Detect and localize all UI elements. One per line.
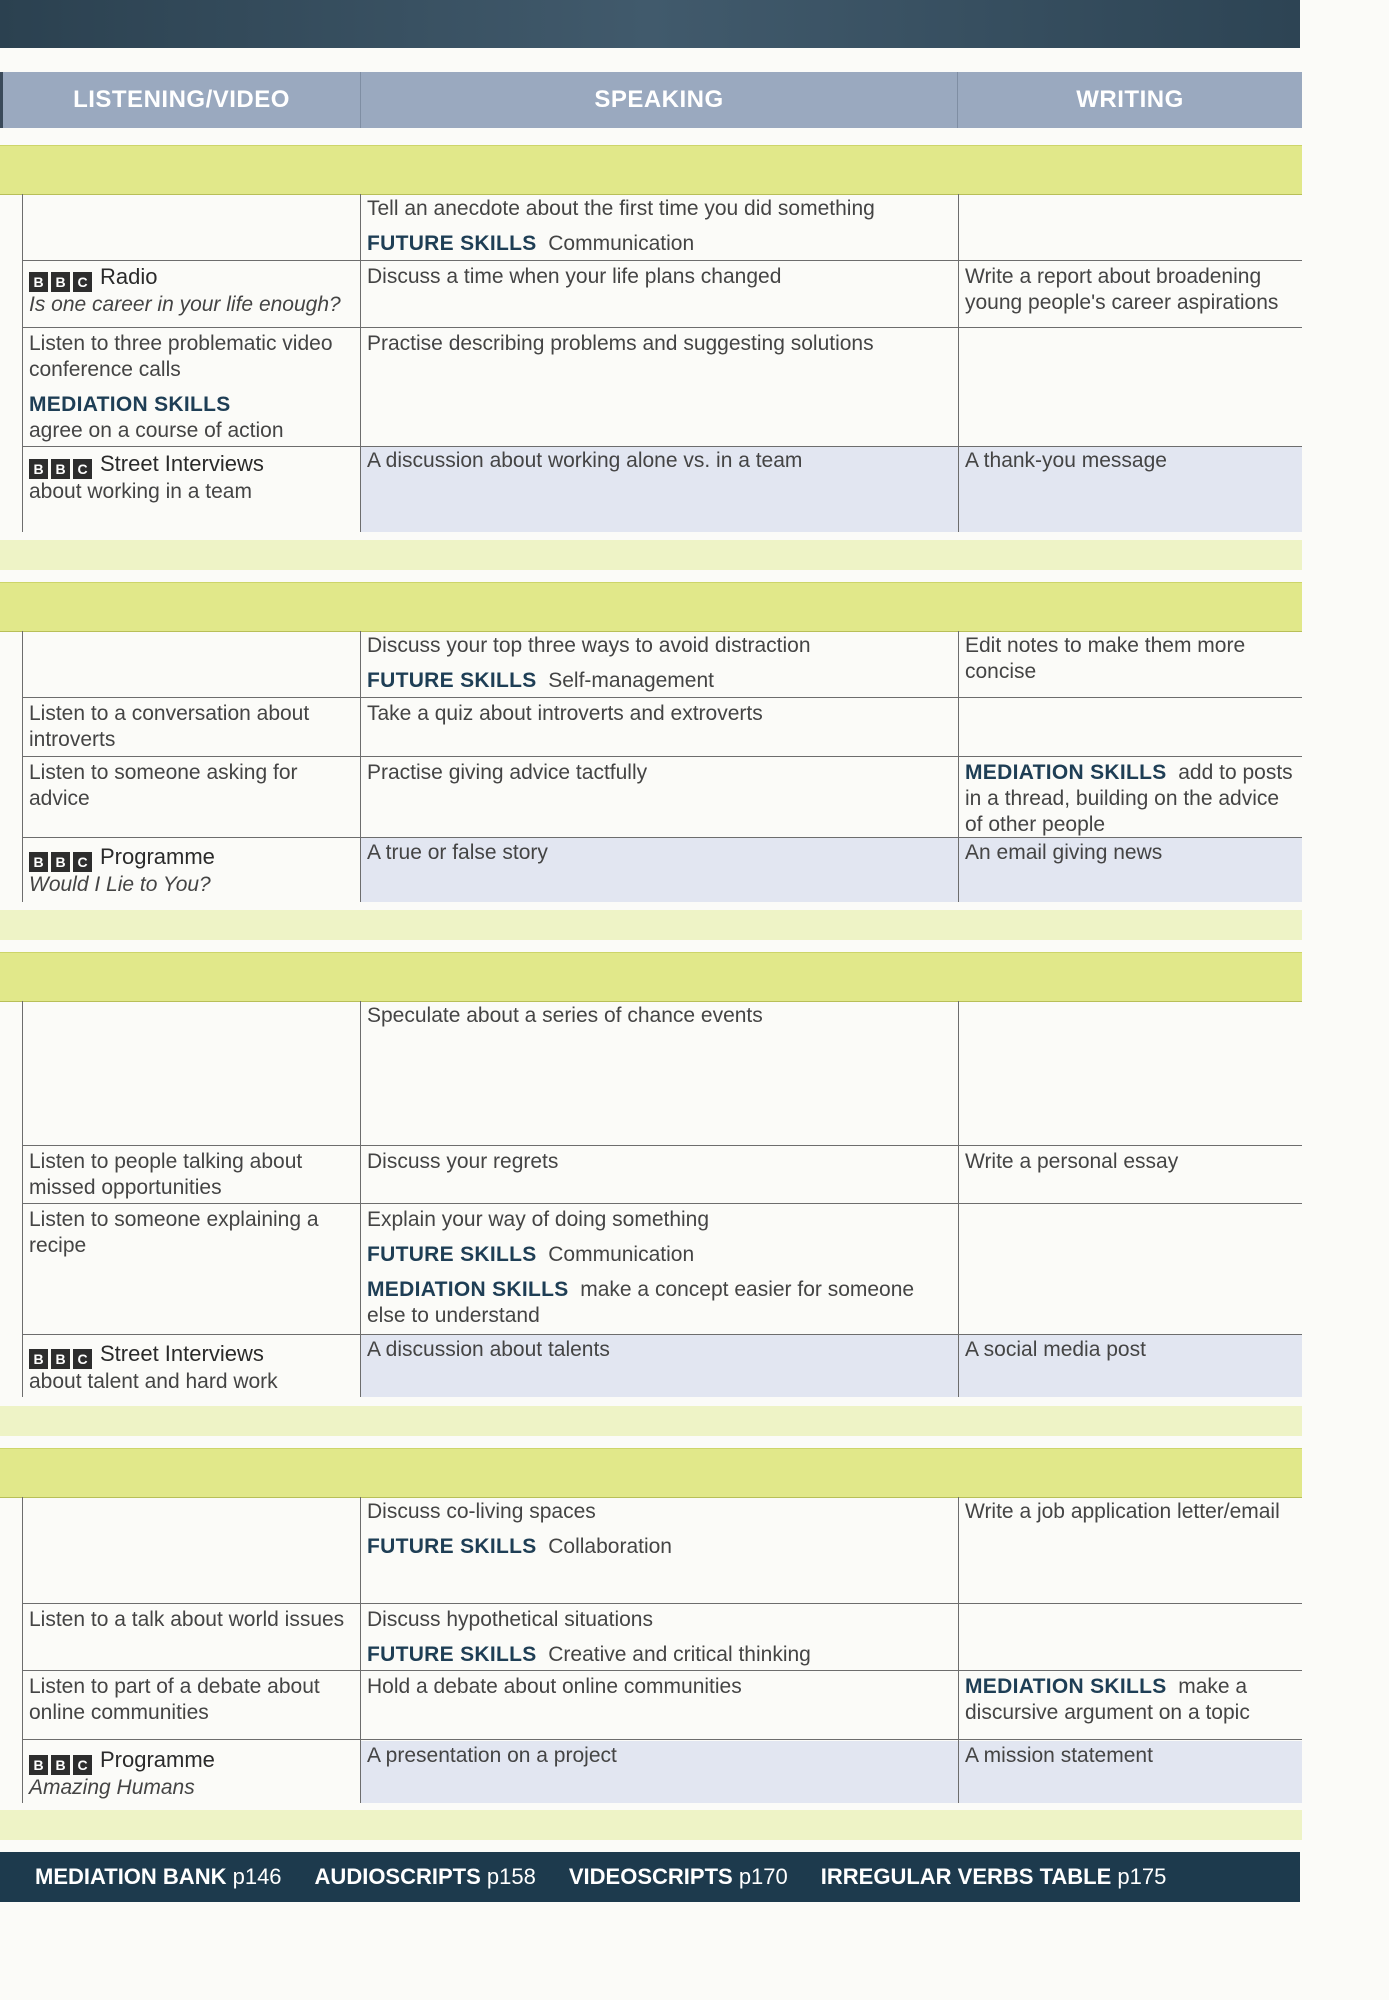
u3-r2-writing: Write a personal essay — [965, 1150, 1179, 1173]
col-line — [22, 631, 23, 902]
u2-r2-speaking: Take a quiz about introverts and extroverts — [367, 702, 763, 725]
u4-r4-speaking: A presentation on a project — [367, 1744, 617, 1767]
footer-link-videoscripts[interactable]: VIDEOSCRIPTS p170 — [568, 1864, 788, 1889]
bbc-subtitle: Is one career in your life enough? — [29, 293, 341, 316]
u1-r3-listening — [22, 329, 360, 445]
u3-r2-speaking: Discuss your regrets — [367, 1150, 559, 1173]
future-skills-label: FUTURE SKILLS — [367, 1535, 537, 1558]
col-line — [22, 1497, 23, 1803]
speaking-text: Discuss co-living spaces — [367, 1500, 596, 1523]
mediation-skills-label: MEDIATION SKILLS — [965, 1675, 1167, 1698]
unit-divider-band — [0, 910, 1302, 940]
col-line — [360, 1497, 361, 1803]
row-line — [22, 1145, 1302, 1146]
bbc-logo-icon: B B C — [29, 459, 92, 479]
bbc-title: Street Interviews — [100, 451, 264, 476]
unit-band — [0, 952, 1302, 1002]
col-line — [360, 631, 361, 902]
u3-r1-speaking: Speculate about a series of chance events — [367, 1004, 763, 1027]
u1-r4-speaking: A discussion about working alone vs. in a team — [367, 449, 803, 472]
u3-r4-listening — [22, 1339, 360, 1397]
unit-divider-band — [0, 1406, 1302, 1436]
row-line — [22, 1203, 1302, 1204]
header-divider — [360, 72, 361, 128]
row-line — [22, 756, 1302, 757]
listening-text: Listen to three problematic video conference calls — [29, 332, 333, 381]
future-skills-label: FUTURE SKILLS — [367, 1243, 537, 1266]
col-line — [360, 1001, 361, 1397]
header-speaking: SPEAKING — [361, 72, 957, 128]
u1-r2-speaking: Discuss a time when your life plans changed — [367, 265, 782, 288]
mediation-skills-label: MEDIATION SKILLS — [367, 1278, 569, 1301]
bbc-logo-icon: B B C — [29, 1755, 92, 1775]
mediation-skills-value: agree on a course of action — [29, 419, 284, 442]
row-line — [22, 837, 1302, 838]
u2-r3-listening: Listen to someone asking for advice — [29, 761, 298, 810]
bbc-title: Programme — [100, 844, 215, 869]
future-skills-label: FUTURE SKILLS — [367, 669, 537, 692]
mediation-skills-label: MEDIATION SKILLS — [29, 393, 231, 416]
row-line — [22, 1603, 1302, 1604]
u2-r1-writing: Edit notes to make them more concise — [965, 634, 1246, 683]
u3-r3-listening: Listen to someone explaining a recipe — [29, 1208, 319, 1257]
col-line — [360, 194, 361, 532]
future-skills-value: Creative and critical thinking — [548, 1643, 811, 1666]
header-listening: LISTENING/VIDEO — [0, 72, 360, 128]
u1-r2-listening — [22, 262, 360, 326]
u2-r2-listening: Listen to a conversation about introverts — [29, 702, 310, 751]
header-writing: WRITING — [958, 72, 1302, 128]
u2-r3-writing — [958, 758, 1302, 836]
mediation-skills-value: add to posts in a thread, building on the advice of other people — [965, 761, 1293, 836]
bbc-title: Street Interviews — [100, 1341, 264, 1366]
unit-band — [0, 145, 1302, 195]
u3-r4-speaking: A discussion about talents — [367, 1338, 610, 1361]
unit-band — [0, 1448, 1302, 1498]
col-line — [22, 194, 23, 532]
row-line — [22, 446, 1302, 447]
row-line — [22, 1670, 1302, 1671]
u1-r1-speaking — [360, 194, 958, 260]
bbc-subtitle: Amazing Humans — [29, 1776, 195, 1799]
future-skills-value: Communication — [548, 232, 695, 255]
u2-r4-listening — [22, 842, 360, 902]
unit-band — [0, 582, 1302, 632]
row-line — [22, 327, 1302, 328]
speaking-text: Discuss hypothetical situations — [367, 1608, 653, 1631]
future-skills-value: Self-management — [548, 669, 714, 692]
u3-r3-speaking — [360, 1205, 958, 1333]
footer-link-audioscripts[interactable]: AUDIOSCRIPTS p158 — [314, 1864, 536, 1889]
col-line — [22, 1001, 23, 1397]
bbc-subtitle: Would I Lie to You? — [29, 873, 211, 896]
future-skills-label: FUTURE SKILLS — [367, 232, 537, 255]
u1-r2-writing: Write a report about broadening young people's career aspirations — [965, 265, 1279, 314]
u2-r4-speaking: A true or false story — [367, 841, 548, 864]
header-divider — [957, 72, 958, 128]
u3-r2-listening: Listen to people talking about missed opportunities — [29, 1150, 303, 1199]
row-line — [22, 260, 1302, 261]
future-skills-value: Collaboration — [548, 1535, 672, 1558]
speaking-text: Tell an anecdote about the first time you did something — [367, 197, 875, 220]
speaking-text: Explain your way of doing something — [367, 1208, 710, 1231]
u1-r3-speaking: Practise describing problems and suggesting solutions — [367, 332, 874, 355]
u2-r3-speaking: Practise giving advice tactfully — [367, 761, 648, 784]
future-skills-label: FUTURE SKILLS — [367, 1643, 537, 1666]
unit-divider-band — [0, 1810, 1302, 1840]
top-banner — [0, 0, 1300, 48]
row-line — [22, 697, 1302, 698]
footer-link-irregular-verbs[interactable]: IRREGULAR VERBS TABLE p175 — [820, 1864, 1167, 1889]
footer-link-mediation-bank[interactable]: MEDIATION BANK p146 — [35, 1864, 282, 1889]
bbc-logo-icon: B B C — [29, 1349, 92, 1369]
u4-r3-speaking: Hold a debate about online communities — [367, 1675, 742, 1698]
row-line — [22, 1334, 1302, 1335]
bbc-logo-icon: B B C — [29, 852, 92, 872]
bbc-title: Radio — [100, 264, 158, 289]
bbc-logo-icon: B B C — [29, 272, 92, 292]
u4-r2-listening: Listen to a talk about world issues — [29, 1608, 345, 1631]
col-line — [958, 1497, 959, 1803]
mediation-skills-value: make a discursive argument on a topic — [965, 1675, 1250, 1724]
row-line — [22, 1739, 1302, 1740]
bbc-subtitle: about talent and hard work — [29, 1370, 278, 1393]
u3-r4-writing: A social media post — [965, 1338, 1146, 1361]
u2-r1-speaking — [360, 631, 958, 697]
mediation-skills-value: make a concept easier for someone else to understand — [367, 1278, 915, 1327]
bbc-title: Programme — [100, 1747, 215, 1772]
u4-r4-writing: A mission statement — [965, 1744, 1153, 1767]
u1-r4-writing: A thank-you message — [965, 449, 1167, 472]
u4-r1-speaking — [360, 1497, 958, 1603]
u4-r4-listening — [22, 1745, 360, 1803]
unit-divider-band — [0, 540, 1302, 570]
future-skills-value: Communication — [548, 1243, 695, 1266]
footer-bar — [0, 1852, 1300, 1902]
u1-r4-listening — [22, 449, 360, 533]
col-line — [958, 1001, 959, 1397]
u4-r3-listening: Listen to part of a debate about online communities — [29, 1675, 320, 1724]
speaking-text: Discuss your top three ways to avoid distraction — [367, 634, 811, 657]
mediation-skills-label: MEDIATION SKILLS — [965, 761, 1167, 784]
u2-r4-writing: An email giving news — [965, 841, 1163, 864]
u4-r3-writing — [958, 1672, 1302, 1738]
col-line — [958, 194, 959, 532]
col-line — [958, 631, 959, 902]
u4-r2-speaking — [360, 1605, 958, 1669]
u4-r1-writing: Write a job application letter/email — [965, 1500, 1280, 1523]
bbc-subtitle: about working in a team — [29, 480, 252, 503]
